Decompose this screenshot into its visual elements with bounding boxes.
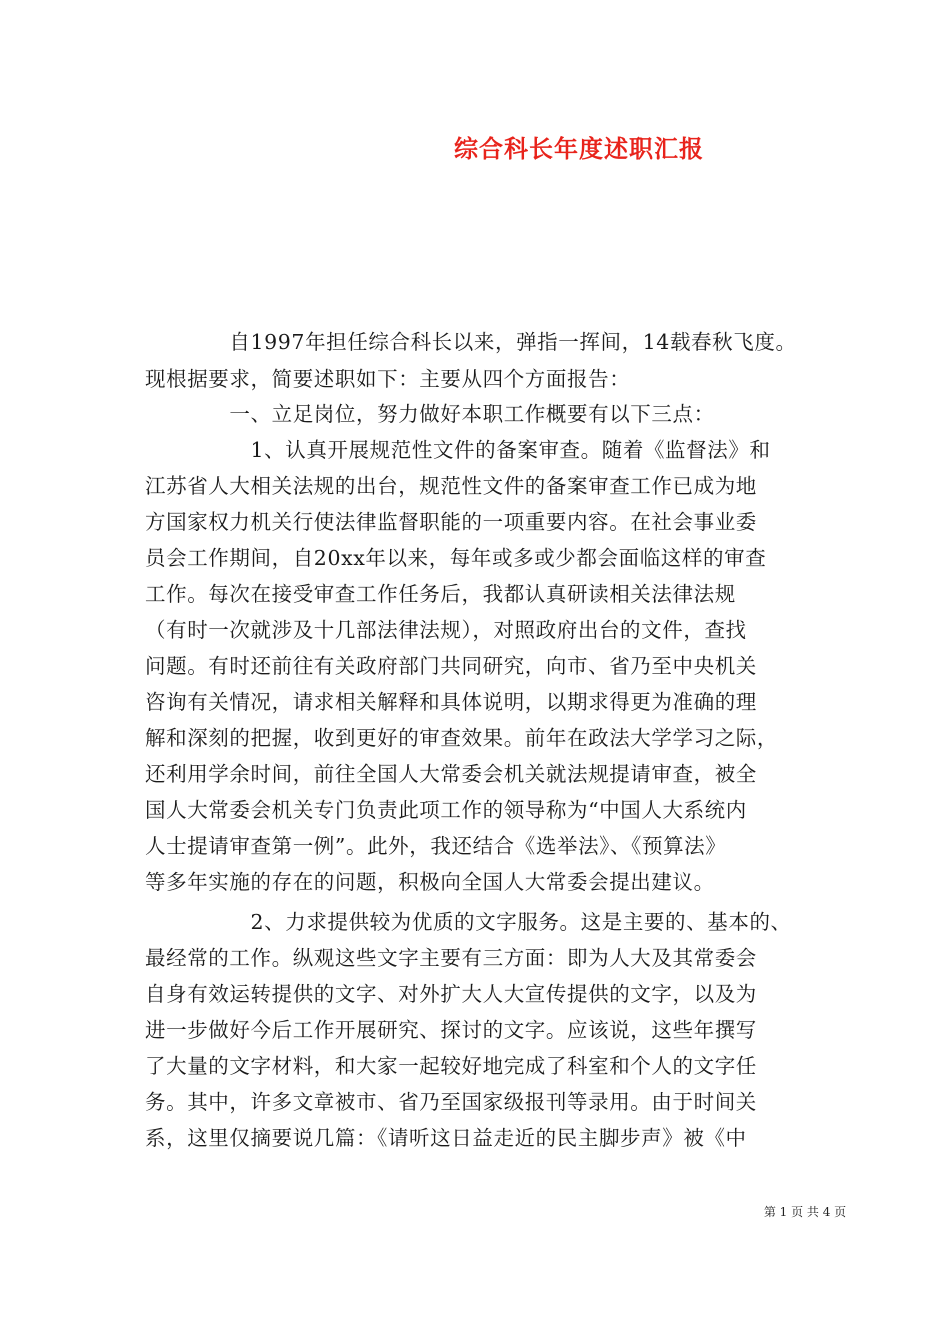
body-line-5: 江苏省人大相关法规的出台，规范性文件的备案审查工作已成为地 — [145, 474, 757, 498]
body-line-6: 方国家权力机关行使法律监督职能的一项重要内容。在社会事业委 — [145, 510, 757, 534]
body-line-11: 咨询有关情况，请求相关解释和具体说明，以期求得更为准确的理 — [145, 690, 757, 714]
body-line-20: 进一步做好今后工作开展研究、探讨的文字。应该说，这些年撰写 — [145, 1018, 757, 1042]
body-line-9: （有时一次就涉及十几部法律法规），对照政府出台的文件，查找 — [145, 618, 747, 642]
body-line-3: 一、立足岗位，努力做好本职工作概要有以下三点： — [145, 402, 715, 426]
body-line-21: 了大量的文字材料，和大家一起较好地完成了科室和个人的文字任 — [145, 1054, 757, 1078]
body-line-15: 人士提请审查第一例”。此外，我还结合《选举法》、《预算法》 — [145, 834, 727, 858]
body-line-13: 还利用学余时间，前往全国人大常委会机关就法规提请审查，被全 — [145, 762, 757, 786]
body-line-2: 现根据要求，简要述职如下：主要从四个方面报告： — [145, 367, 631, 391]
page-number-footer: 第 1 页 共 4 页 — [763, 1205, 847, 1219]
body-line-8: 工作。每次在接受审查工作任务后，我都认真研读相关法律法规 — [145, 582, 736, 606]
body-line-12: 解和深刻的把握，收到更好的审查效果。前年在政法大学学习之际， — [145, 726, 778, 750]
body-line-4: 1、认真开展规范性文件的备案审查。随着《监督法》和 — [145, 438, 771, 462]
document-title: 综合科长年度述职汇报 — [454, 134, 704, 163]
body-line-1: 自1997年担任综合科长以来，弹指一挥间，14载春秋飞度。 — [145, 330, 797, 354]
body-line-18: 最经常的工作。纵观这些文字主要有三方面：即为人大及其常委会 — [145, 946, 757, 970]
body-line-14: 国人大常委会机关专门负责此项工作的领导称为“中国人大系统内 — [145, 798, 747, 822]
body-line-10: 问题。有时还前往有关政府部门共同研究，向市、省乃至中央机关 — [145, 654, 757, 678]
body-line-19: 自身有效运转提供的文字、对外扩大人大宣传提供的文字，以及为 — [145, 982, 757, 1006]
body-line-16: 等多年实施的存在的问题，积极向全国人大常委会提出建议。 — [145, 870, 715, 894]
body-line-23: 系，这里仅摘要说几篇：《请听这日益走近的民主脚步声》被《中 — [145, 1126, 747, 1150]
body-line-17: 2、力求提供较为优质的文字服务。这是主要的、基本的、 — [145, 910, 792, 934]
body-line-22: 务。其中，许多文章被市、省乃至国家级报刊等录用。由于时间关 — [145, 1090, 757, 1114]
body-line-7: 员会工作期间，自20xx年以来，每年或多或少都会面临这样的审查 — [145, 546, 767, 570]
